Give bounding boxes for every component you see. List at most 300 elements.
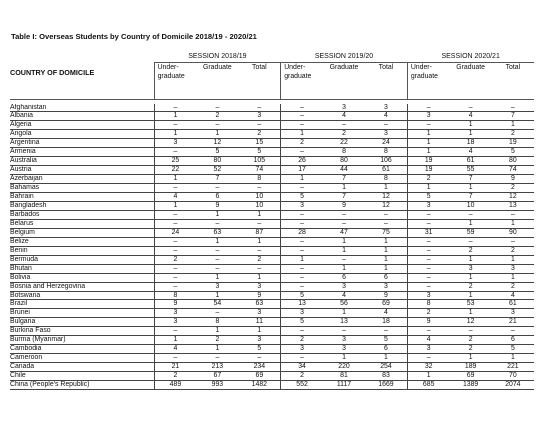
value-cell: – [323, 327, 365, 336]
value-cell: 1 [492, 354, 534, 363]
value-cell: 52 [196, 166, 238, 175]
column-header-row [10, 63, 534, 100]
value-cell: 1 [196, 327, 238, 336]
value-cell: 17 [281, 166, 323, 175]
value-cell: 34 [281, 363, 323, 372]
country-name-cell: Burkina Faso [10, 327, 154, 336]
value-cell: – [196, 246, 238, 255]
table-row [10, 273, 534, 282]
table-row [10, 336, 534, 345]
table-title: Table I: Overseas Students by Country of Domicile 2018/19 - 2020/21 [11, 32, 257, 41]
value-cell: 83 [365, 372, 407, 381]
value-cell: – [238, 219, 280, 228]
value-cell: 61 [450, 157, 492, 166]
value-cell: – [407, 121, 449, 130]
value-cell: 2 [450, 246, 492, 255]
country-name-cell: Bulgaria [10, 318, 154, 327]
country-name-cell: Cameroon [10, 354, 154, 363]
value-cell: 69 [365, 300, 407, 309]
value-cell: – [407, 327, 449, 336]
value-cell: – [154, 327, 196, 336]
value-cell: 1 [450, 255, 492, 264]
value-cell: – [154, 273, 196, 282]
value-cell: – [450, 104, 492, 112]
value-cell: 81 [323, 372, 365, 381]
value-cell: 4 [407, 336, 449, 345]
value-cell: 1 [154, 336, 196, 345]
table-row [10, 201, 534, 210]
value-cell: – [365, 210, 407, 219]
value-cell: 1 [323, 237, 365, 246]
value-cell: 61 [365, 166, 407, 175]
value-cell: 67 [196, 372, 238, 381]
value-cell: 2 [450, 336, 492, 345]
table-row [10, 327, 534, 336]
value-cell: – [281, 210, 323, 219]
value-cell: 70 [492, 372, 534, 381]
value-cell: 1 [407, 130, 449, 139]
value-cell: – [154, 121, 196, 130]
value-cell: 5 [281, 318, 323, 327]
value-cell: 12 [365, 201, 407, 210]
value-cell: 3 [154, 309, 196, 318]
value-cell: – [281, 273, 323, 282]
value-cell: – [154, 354, 196, 363]
table-row [10, 219, 534, 228]
value-cell: 1 [450, 291, 492, 300]
undergraduate-header-text: Under- graduate [157, 64, 185, 80]
value-cell: 2 [281, 139, 323, 148]
table-row [10, 104, 534, 112]
country-name-cell: Benin [10, 246, 154, 255]
value-cell: 80 [492, 157, 534, 166]
value-cell: 213 [196, 363, 238, 372]
value-cell: 1117 [323, 381, 365, 390]
country-name-cell: Bhutan [10, 264, 154, 273]
value-cell: 69 [238, 372, 280, 381]
session-2020-21-header: SESSION 2020/21 [407, 51, 534, 63]
country-name-cell: Canada [10, 363, 154, 372]
value-cell: – [196, 264, 238, 273]
value-cell: 12 [450, 318, 492, 327]
value-cell: – [323, 219, 365, 228]
value-cell: 1 [492, 273, 534, 282]
undergraduate-header [281, 63, 323, 100]
value-cell: – [154, 148, 196, 157]
table-row [10, 291, 534, 300]
country-name-cell: Brazil [10, 300, 154, 309]
value-cell: – [450, 327, 492, 336]
value-cell: 2 [238, 130, 280, 139]
value-cell: – [407, 210, 449, 219]
country-name-cell: Albania [10, 112, 154, 121]
value-cell: 1 [238, 237, 280, 246]
value-cell: 3 [407, 345, 449, 354]
value-cell: 1 [450, 130, 492, 139]
value-cell: – [365, 121, 407, 130]
value-cell: 90 [492, 228, 534, 237]
value-cell: – [238, 246, 280, 255]
value-cell: 2 [154, 255, 196, 264]
value-cell: – [281, 219, 323, 228]
value-cell: 25 [154, 157, 196, 166]
value-cell: 6 [323, 273, 365, 282]
value-cell: 7 [323, 175, 365, 184]
table-row [10, 363, 534, 372]
value-cell: 13 [492, 201, 534, 210]
value-cell: 4 [365, 309, 407, 318]
country-name-cell: Bangladesh [10, 201, 154, 210]
table-row [10, 112, 534, 121]
value-cell: 5 [281, 291, 323, 300]
value-cell: 3 [365, 282, 407, 291]
value-cell: – [450, 237, 492, 246]
value-cell: – [281, 184, 323, 193]
country-name-cell: Cambodia [10, 345, 154, 354]
value-cell: 59 [450, 228, 492, 237]
table-row [10, 282, 534, 291]
table-row [10, 184, 534, 193]
value-cell: 8 [323, 148, 365, 157]
country-name-cell: Afghanistan [10, 104, 154, 112]
table-row [10, 237, 534, 246]
value-cell: – [323, 255, 365, 264]
value-cell: 1 [196, 210, 238, 219]
value-cell: 2 [450, 345, 492, 354]
value-cell: 2 [281, 336, 323, 345]
value-cell: – [407, 282, 449, 291]
value-cell: 2 [154, 372, 196, 381]
value-cell: 1 [323, 309, 365, 318]
value-cell: 12 [196, 139, 238, 148]
value-cell: 6 [196, 193, 238, 202]
value-cell: – [154, 246, 196, 255]
value-cell: 1 [407, 139, 449, 148]
value-cell: – [281, 327, 323, 336]
country-name-cell: Australia [10, 157, 154, 166]
value-cell: – [281, 148, 323, 157]
value-cell: 4 [365, 112, 407, 121]
value-cell: 4 [154, 345, 196, 354]
value-cell: 9 [323, 201, 365, 210]
value-cell: 1 [450, 354, 492, 363]
value-cell: 3 [407, 201, 449, 210]
value-cell: 1 [492, 219, 534, 228]
value-cell: 74 [492, 166, 534, 175]
value-cell: – [238, 264, 280, 273]
value-cell: 2 [196, 336, 238, 345]
value-cell: 1 [154, 112, 196, 121]
value-cell: 1 [323, 246, 365, 255]
session-2019-20-header: SESSION 2019/20 [281, 51, 408, 63]
value-cell: 3 [492, 309, 534, 318]
value-cell: 22 [154, 166, 196, 175]
value-cell: – [407, 273, 449, 282]
value-cell: 19 [492, 139, 534, 148]
value-cell: 3 [323, 336, 365, 345]
value-cell: 3 [281, 345, 323, 354]
value-cell: 9 [154, 300, 196, 309]
value-cell: 80 [323, 157, 365, 166]
country-name-cell: Argentina [10, 139, 154, 148]
value-cell: 3 [407, 112, 449, 121]
value-cell: 1 [323, 264, 365, 273]
value-cell: 74 [238, 166, 280, 175]
table-row [10, 255, 534, 264]
value-cell: 80 [196, 157, 238, 166]
value-cell: 12 [365, 193, 407, 202]
value-cell: 489 [154, 381, 196, 390]
value-cell: – [154, 184, 196, 193]
value-cell: 1 [407, 148, 449, 157]
value-cell: – [281, 282, 323, 291]
value-cell: 5 [238, 148, 280, 157]
value-cell: 1 [407, 372, 449, 381]
graduate-header: Graduate [196, 63, 238, 100]
value-cell: 9 [196, 201, 238, 210]
value-cell: 1 [238, 273, 280, 282]
value-cell: – [196, 184, 238, 193]
value-cell: 1 [365, 255, 407, 264]
value-cell: – [154, 237, 196, 246]
table-row [10, 354, 534, 363]
value-cell: 9 [407, 318, 449, 327]
value-cell: 8 [154, 291, 196, 300]
value-cell: 2 [238, 255, 280, 264]
value-cell: – [407, 246, 449, 255]
value-cell: 1 [196, 130, 238, 139]
value-cell: 8 [365, 175, 407, 184]
value-cell: 2 [196, 112, 238, 121]
value-cell: 7 [492, 112, 534, 121]
graduate-header: Graduate [450, 63, 492, 100]
value-cell: 3 [196, 282, 238, 291]
value-cell: 8 [196, 318, 238, 327]
country-name-cell: Bahamas [10, 184, 154, 193]
country-name-cell: Barbados [10, 210, 154, 219]
value-cell: 3 [323, 345, 365, 354]
value-cell: – [281, 264, 323, 273]
value-cell: – [407, 255, 449, 264]
value-cell: – [238, 184, 280, 193]
value-cell: 105 [238, 157, 280, 166]
value-cell: 2 [407, 309, 449, 318]
students-table [10, 51, 534, 390]
value-cell: 993 [196, 381, 238, 390]
value-cell: 1669 [365, 381, 407, 390]
value-cell: – [492, 104, 534, 112]
value-cell: 7 [450, 175, 492, 184]
country-name-cell: Bahrain [10, 193, 154, 202]
value-cell: 1 [196, 345, 238, 354]
value-cell: 2 [450, 282, 492, 291]
value-cell: 189 [450, 363, 492, 372]
table-row [10, 318, 534, 327]
value-cell: 1 [407, 184, 449, 193]
graduate-header: Graduate [323, 63, 365, 100]
value-cell: 28 [281, 228, 323, 237]
value-cell: 1 [323, 354, 365, 363]
value-cell: 21 [492, 318, 534, 327]
value-cell: 552 [281, 381, 323, 390]
value-cell: – [238, 121, 280, 130]
value-cell: 3 [450, 264, 492, 273]
value-cell: 10 [450, 201, 492, 210]
value-cell: 13 [323, 318, 365, 327]
value-cell: – [407, 354, 449, 363]
value-cell: 7 [196, 175, 238, 184]
value-cell: – [238, 354, 280, 363]
country-name-cell: Chile [10, 372, 154, 381]
value-cell: 1 [450, 184, 492, 193]
value-cell: 1 [196, 273, 238, 282]
table-row [10, 139, 534, 148]
table-row [10, 345, 534, 354]
value-cell: – [196, 309, 238, 318]
value-cell: 5 [365, 336, 407, 345]
value-cell: 1482 [238, 381, 280, 390]
value-cell: 1 [281, 255, 323, 264]
value-cell: 69 [450, 372, 492, 381]
undergraduate-header-text: Under- graduate [284, 64, 312, 80]
value-cell: – [492, 237, 534, 246]
value-cell: 5 [196, 148, 238, 157]
value-cell: 61 [492, 300, 534, 309]
value-cell: 1 [196, 237, 238, 246]
value-cell: 254 [365, 363, 407, 372]
total-header: Total [365, 63, 407, 100]
value-cell: 55 [450, 166, 492, 175]
value-cell: 3 [238, 282, 280, 291]
value-cell: – [154, 282, 196, 291]
value-cell: 3 [365, 104, 407, 112]
value-cell: – [492, 210, 534, 219]
value-cell: 3 [492, 264, 534, 273]
value-cell: – [281, 246, 323, 255]
value-cell: 3 [281, 201, 323, 210]
value-cell: 6 [492, 336, 534, 345]
value-cell: 10 [238, 193, 280, 202]
value-cell: 220 [323, 363, 365, 372]
undergraduate-header [407, 63, 449, 100]
value-cell: – [196, 255, 238, 264]
session-header-row [10, 51, 534, 63]
value-cell: – [154, 104, 196, 112]
value-cell: 9 [492, 175, 534, 184]
value-cell: 1 [365, 264, 407, 273]
value-cell: 53 [450, 300, 492, 309]
value-cell: 5 [281, 193, 323, 202]
value-cell: 8 [238, 175, 280, 184]
value-cell: 3 [281, 309, 323, 318]
value-cell: 18 [450, 139, 492, 148]
value-cell: 3 [407, 291, 449, 300]
table-row [10, 130, 534, 139]
value-cell: – [281, 354, 323, 363]
value-cell: 1 [154, 175, 196, 184]
table-row [10, 309, 534, 318]
value-cell: 32 [407, 363, 449, 372]
country-column-header: COUNTRY OF DOMICILE [10, 63, 154, 100]
value-cell: 1 [492, 121, 534, 130]
country-name-cell: Belarus [10, 219, 154, 228]
value-cell: 221 [492, 363, 534, 372]
country-name-cell: Brunei [10, 309, 154, 318]
table-row [10, 246, 534, 255]
value-cell: 5 [407, 193, 449, 202]
value-cell: 1 [365, 184, 407, 193]
value-cell: 2 [492, 184, 534, 193]
value-cell: – [407, 219, 449, 228]
value-cell: 21 [154, 363, 196, 372]
value-cell: – [492, 327, 534, 336]
value-cell: 1 [196, 291, 238, 300]
value-cell: – [365, 219, 407, 228]
value-cell: 26 [281, 157, 323, 166]
value-cell: – [281, 104, 323, 112]
table-row [10, 300, 534, 309]
country-name-cell: Belgium [10, 228, 154, 237]
value-cell: – [323, 210, 365, 219]
table-row [10, 193, 534, 202]
value-cell: 63 [238, 300, 280, 309]
country-name-cell: Belize [10, 237, 154, 246]
value-cell: 47 [323, 228, 365, 237]
value-cell: 4 [323, 291, 365, 300]
value-cell: 11 [238, 318, 280, 327]
value-cell: 1 [450, 309, 492, 318]
value-cell: 2 [492, 282, 534, 291]
value-cell: 1 [365, 246, 407, 255]
value-cell: 1 [492, 255, 534, 264]
value-cell: 1 [238, 210, 280, 219]
value-cell: 1 [450, 273, 492, 282]
value-cell: 19 [407, 166, 449, 175]
value-cell: 2 [492, 130, 534, 139]
value-cell: – [196, 354, 238, 363]
value-cell: – [238, 104, 280, 112]
value-cell: – [196, 104, 238, 112]
value-cell: – [450, 210, 492, 219]
value-cell: 8 [365, 148, 407, 157]
value-cell: 31 [407, 228, 449, 237]
value-cell: – [281, 121, 323, 130]
table-row [10, 175, 534, 184]
value-cell: – [407, 104, 449, 112]
value-cell: 3 [365, 130, 407, 139]
value-cell: 8 [407, 300, 449, 309]
total-header: Total [492, 63, 534, 100]
value-cell: – [407, 264, 449, 273]
value-cell: 10 [238, 201, 280, 210]
value-cell: 6 [365, 273, 407, 282]
country-name-cell: Burma (Myanmar) [10, 336, 154, 345]
value-cell: 1 [365, 354, 407, 363]
table-row [10, 210, 534, 219]
value-cell: 1 [450, 219, 492, 228]
value-cell: 15 [238, 139, 280, 148]
value-cell: 3 [154, 318, 196, 327]
value-cell: 9 [238, 291, 280, 300]
value-cell: 5 [492, 345, 534, 354]
value-cell: 4 [323, 112, 365, 121]
country-name-cell: Algeria [10, 121, 154, 130]
undergraduate-header-text: Under- graduate [410, 64, 439, 80]
undergraduate-header [154, 63, 196, 100]
value-cell: 87 [238, 228, 280, 237]
value-cell: 3 [323, 104, 365, 112]
table-body [10, 99, 534, 390]
